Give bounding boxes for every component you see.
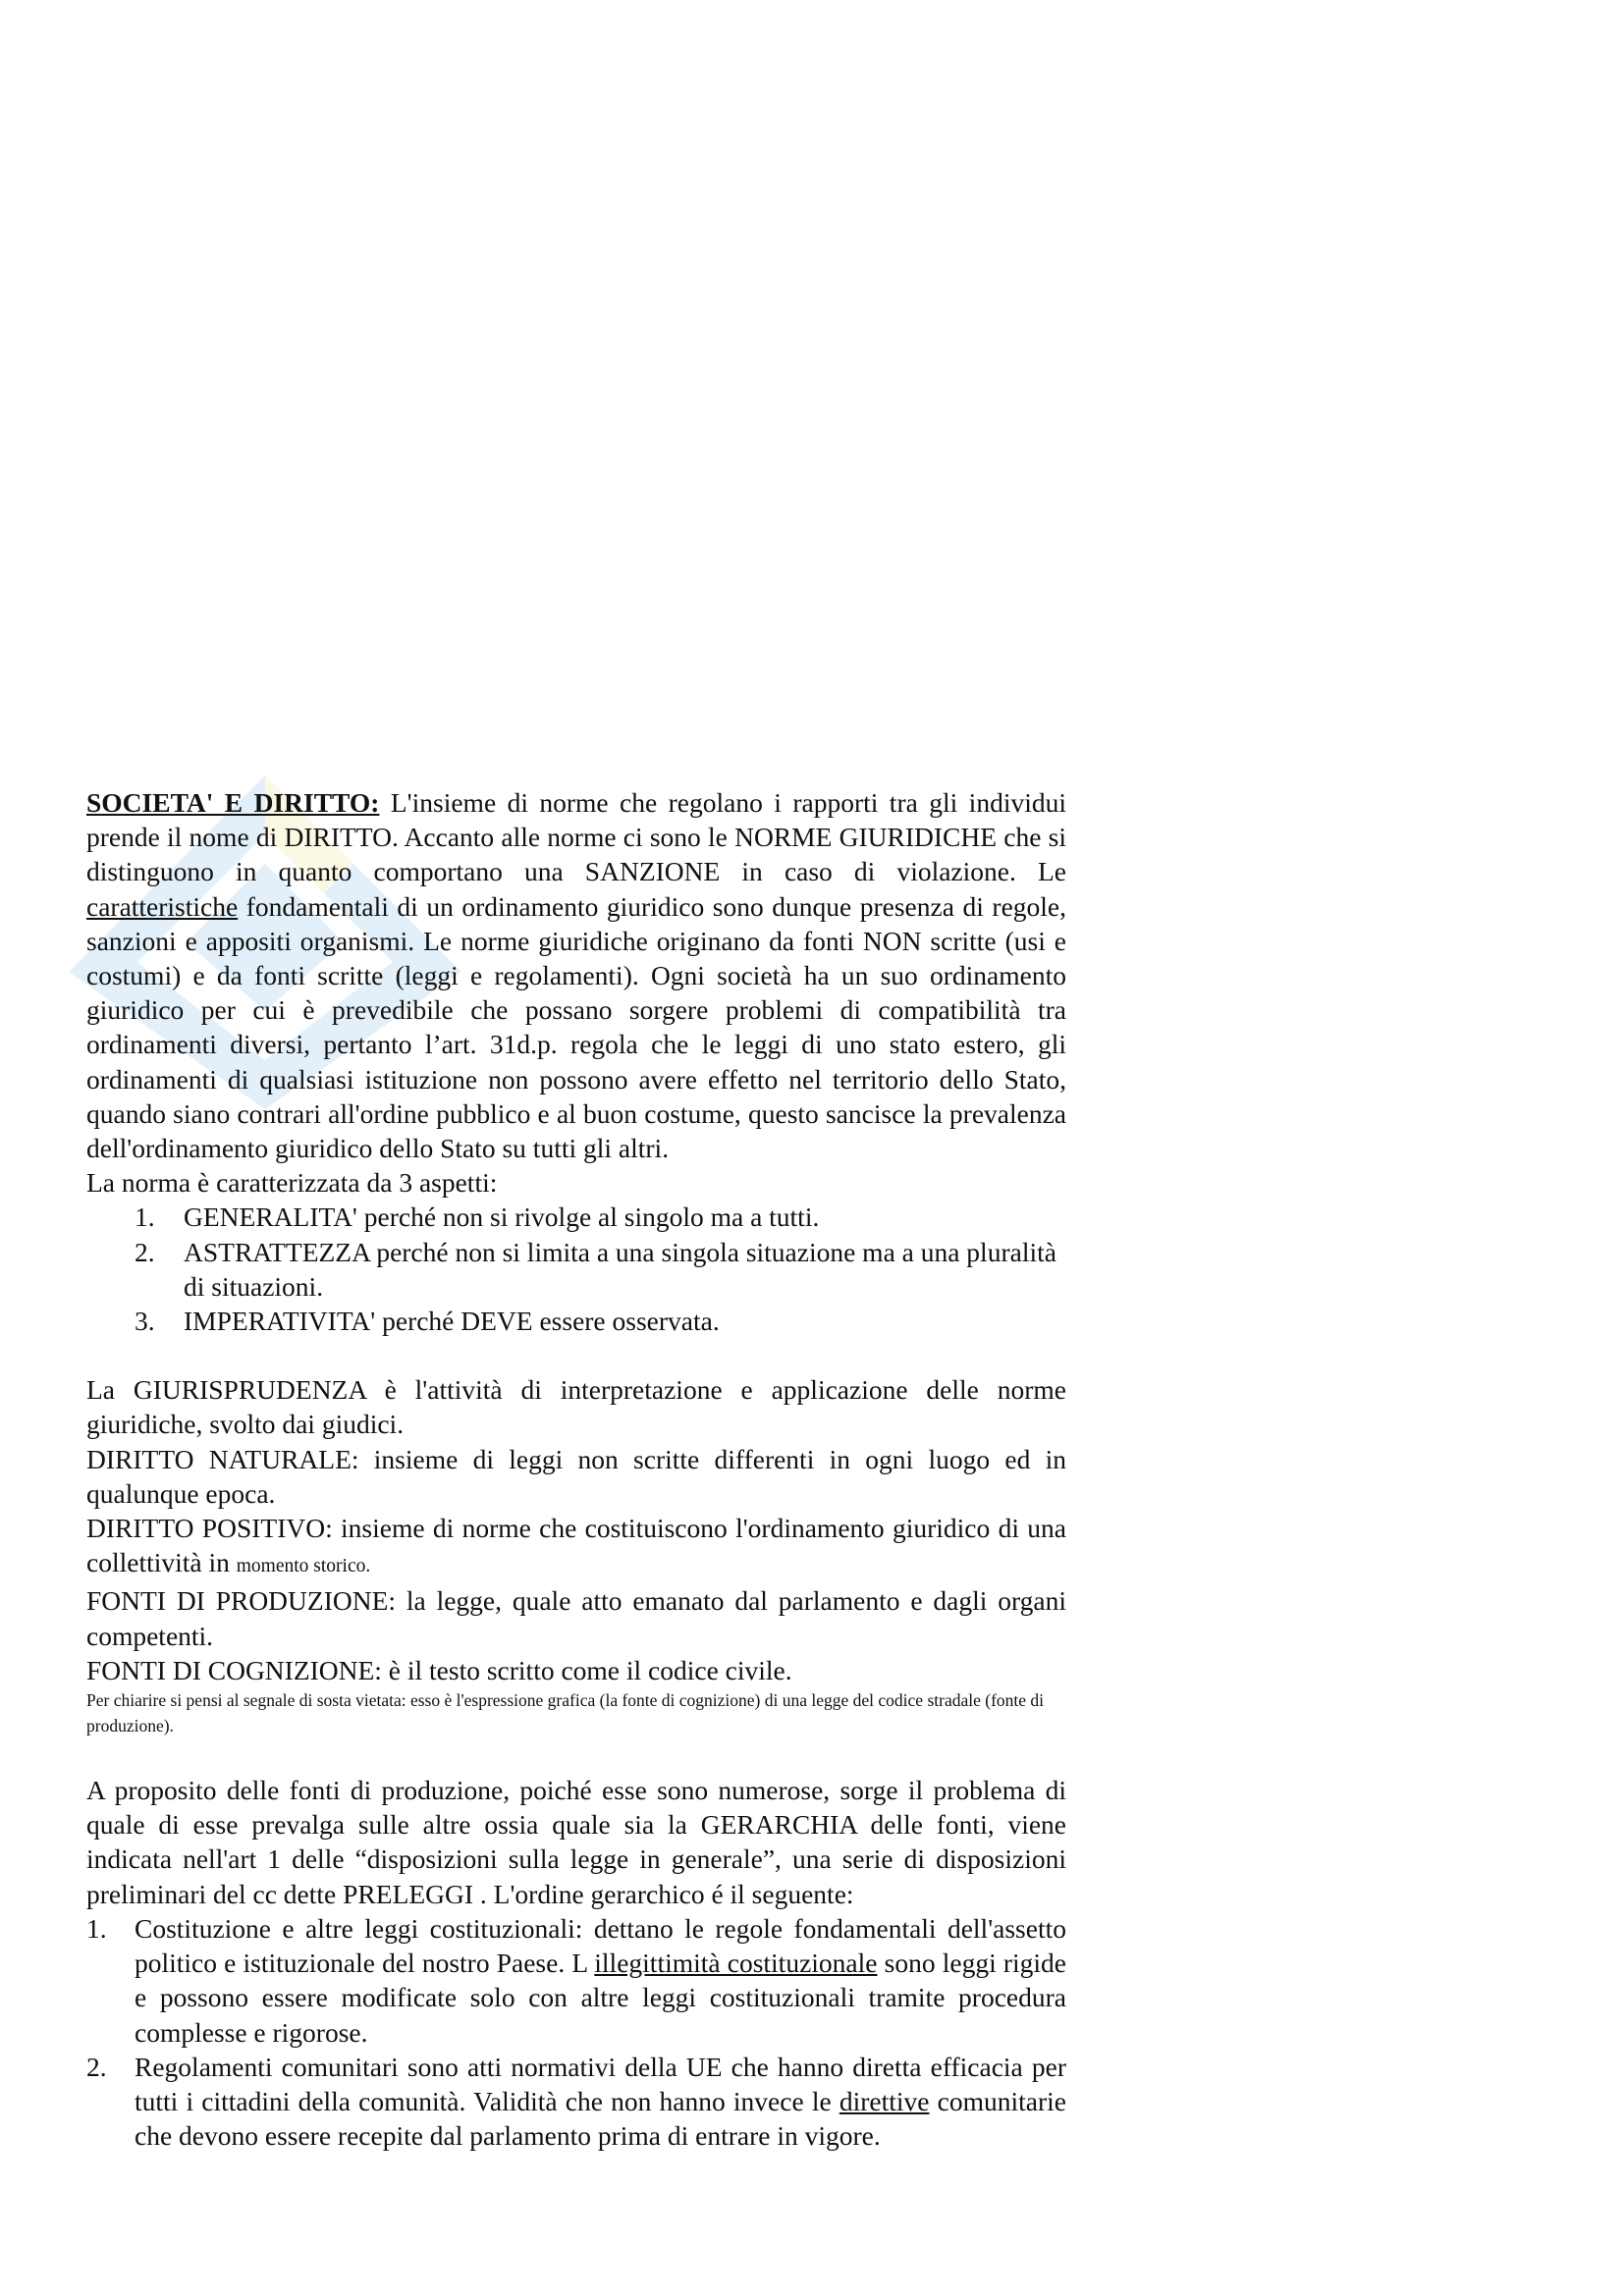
- text-run: Regolamenti comunitari sono atti normativi della UE che hanno diretta efficacia per tutti i cittadini della comunità. Validità che non hanno invece le: [135, 2051, 1066, 2116]
- list-item: [86, 1911, 1066, 2050]
- paragraph-gerarchia: A proposito delle fonti di produzione, poiché esse sono numerose, sorge il problema di quale di esse prevalga sulle altre ossia quale sia la GERARCHIA delle fonti, viene indicata nell'art 1 delle “disposizioni sulla legge in generale”, una serie di disposizioni preliminari del cc dette PRELEGGI . L'ordine gerarchico é il seguente:: [86, 1775, 1066, 1909]
- definition-fonti-cognizione: FONTI DI COGNIZIONE: è il testo scritto come il codice civile.: [86, 1654, 792, 1685]
- gerarchia-list: [86, 1911, 1066, 2153]
- underlined-caratteristiche: caratteristiche: [86, 890, 239, 922]
- list-number: 1.: [86, 1912, 107, 1944]
- text-run-small: momento storico.: [236, 1556, 371, 1577]
- definition-diritto-naturale: DIRITTO NATURALE: insieme di leggi non scritte differenti in ogni luogo ed in qualunque epoca.: [86, 1443, 1066, 1509]
- list-number: 2.: [86, 2051, 107, 2082]
- definition-diritto-positivo: [86, 1511, 1066, 1583]
- underlined-direttive: direttive: [839, 2085, 930, 2116]
- footnote-note: Per chiarire si pensi al segnale di sosta vietata: esso è l'espressione grafica (la fonte di cognizione) di una legge del codice stradale (fonte di produzione).: [86, 1690, 1045, 1736]
- norma-aspects-list: [86, 1200, 1066, 1338]
- paragraph-societa-diritto: [86, 785, 1066, 1165]
- text-run: sono leggi rigide e possono essere modificate solo con altre leggi costituzionali tramite procedura complesse e rigorose.: [135, 1948, 1067, 2048]
- list-number: 1.: [135, 1201, 155, 1233]
- definition-giurisprudenza: La GIURISPRUDENZA è l'attività di interpretazione e applicazione delle norme giuridiche, svolto dai giudici.: [86, 1374, 1066, 1440]
- list-number: 2.: [135, 1236, 155, 1267]
- list-item: [86, 1200, 1066, 1234]
- definition-fonti-produzione: FONTI DI PRODUZIONE: la legge, quale atto emanato dal parlamento e dagli organi competenti.: [86, 1585, 1066, 1651]
- list-item: [86, 1235, 1066, 1304]
- text-run: DIRITTO POSITIVO: insieme di norme che costituiscono l'ordinamento giuridico di una collettività in: [86, 1513, 1066, 1578]
- underlined-illegittimita: illegittimità costituzionale: [594, 1948, 878, 1979]
- text-run: Costituzione e altre leggi costituzionali: dettano le regole fondamentali dell'assetto politico e istituzionale del nostro Paese. L: [135, 1912, 1066, 1979]
- list-text: IMPERATIVITA' perché DEVE essere osservata.: [184, 1306, 720, 1337]
- list-number: 3.: [135, 1306, 155, 1337]
- document-body: [86, 785, 1066, 2153]
- text-run: L'insieme di norme che regolano i rapporti tra gli individui prende il nome di DIRITTO. Accanto alle norme ci sono le NORME GIURIDICHE che si distinguono in quanto comportano una SANZIONE in caso di violazione. Le: [86, 787, 1066, 887]
- section-title: SOCIETA' E DIRITTO:: [86, 787, 380, 818]
- norma-intro: La norma è caratterizzata da 3 aspetti:: [86, 1167, 498, 1199]
- list-text: GENERALITA' perché non si rivolge al singolo ma a tutti.: [184, 1201, 820, 1233]
- list-text: ASTRATTEZZA perché non si limita a una singola situazione ma a una pluralità di situazioni.: [184, 1236, 1056, 1302]
- text-run: fondamentali di un ordinamento giuridico sono dunque presenza di regole, sanzioni e appositi organismi. Le norme giuridiche originano da fonti NON scritte (usi e costumi) e da fonti scritte (leggi e regolamenti). Ogni società ha un suo ordinamento giuridico per cui è prevedibile che possano sorgere problemi di compatibilità tra ordinamenti diversi, pertanto l’art. 31d.p. regola che le leggi di uno stato estero, gli ordinamenti di qualsiasi istituzione non possono avere effetto nel territorio dello Stato, quando siano contrari all'ordine pubblico e al buon costume, questo sancisce la prevalenza dell'ordinamento giuridico dello Stato su tutti gli altri.: [86, 890, 1066, 1164]
- list-item: [86, 1304, 1066, 1338]
- list-item: [86, 2050, 1066, 2154]
- text-run: comunitarie che devono essere recepite dal parlamento prima di entrare in vigore.: [135, 2085, 1066, 2152]
